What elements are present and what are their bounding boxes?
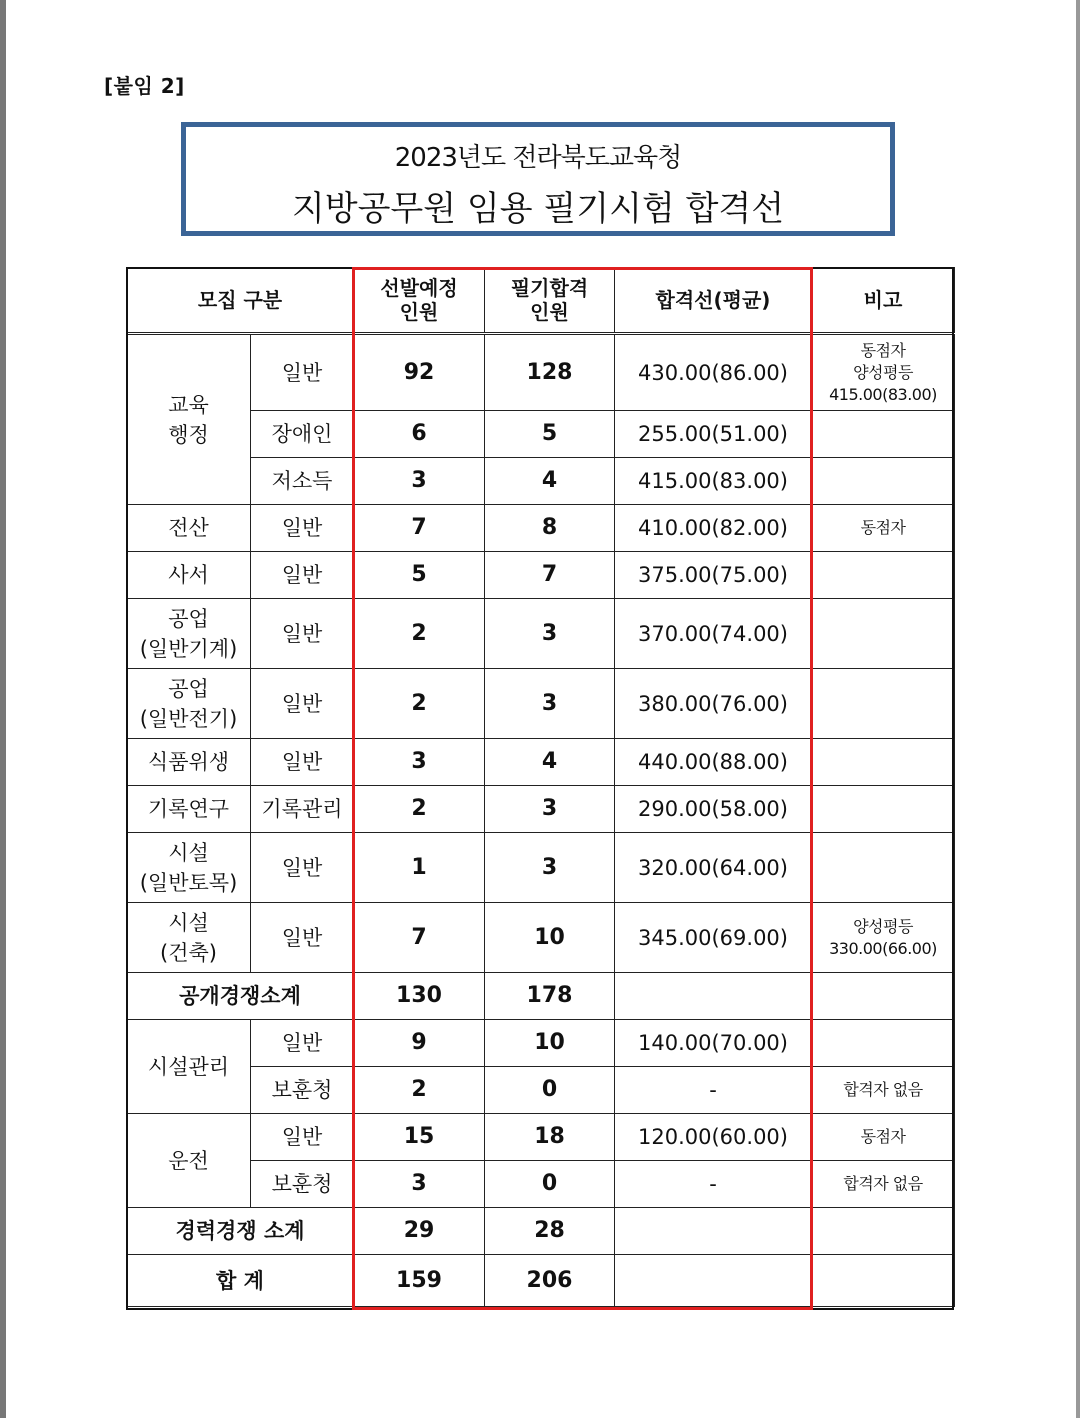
planned-count: 2 [354,669,485,739]
passed-count: 28 [485,1208,615,1255]
category-group: 시설관리 [127,1020,251,1114]
category-group: 시설 (일반토목) [127,833,251,903]
header-cutoff: 합격선(평균) [615,268,812,334]
planned-count: 130 [354,973,485,1020]
category-type: 보훈청 [251,1067,354,1114]
planned-count: 3 [354,1161,485,1208]
remark [812,552,955,599]
cutoff-score: 345.00(69.00) [615,903,812,973]
subtotal-row [127,973,955,1020]
remark [812,411,955,458]
passed-count: 3 [485,599,615,669]
subtotal-label: 경력경쟁 소계 [127,1208,354,1255]
passed-count: 3 [485,833,615,903]
remark: 양성평등 330.00(66.00) [812,903,955,973]
title-box [181,122,895,236]
category-type: 일반 [251,505,354,552]
category-type: 일반 [251,669,354,739]
remark [812,786,955,833]
cutoff-score: 255.00(51.00) [615,411,812,458]
passed-count: 206 [485,1255,615,1307]
remark [812,458,955,505]
planned-count: 3 [354,458,485,505]
passed-count: 10 [485,903,615,973]
passed-count: 3 [485,786,615,833]
page-right-edge [1076,0,1080,1418]
passed-count: 4 [485,739,615,786]
attachment-label: [붙임 2] [104,74,185,98]
remark: 동점자 [812,505,955,552]
planned-count: 6 [354,411,485,458]
category-type: 일반 [251,739,354,786]
cutoff-score: 140.00(70.00) [615,1020,812,1067]
category-type: 보훈청 [251,1161,354,1208]
table-row [127,505,955,552]
cutoff-score: 120.00(60.00) [615,1114,812,1161]
category-type: 일반 [251,903,354,973]
passed-count: 8 [485,505,615,552]
passed-count: 178 [485,973,615,1020]
category-group: 식품위생 [127,739,251,786]
passed-count: 128 [485,334,615,411]
cutoff-score: 415.00(83.00) [615,458,812,505]
planned-count: 2 [354,599,485,669]
remark [812,833,955,903]
planned-count: 9 [354,1020,485,1067]
passed-count: 5 [485,411,615,458]
category-group: 사서 [127,552,251,599]
subtotal-row [127,1255,955,1307]
header-remark: 비고 [812,268,955,334]
remark [812,1255,955,1307]
table-row [127,334,955,411]
table-row [127,1067,955,1114]
category-type: 일반 [251,552,354,599]
table-row [127,552,955,599]
category-type: 일반 [251,1020,354,1067]
cutoff-score: - [615,1067,812,1114]
cutoff-score: 430.00(86.00) [615,334,812,411]
table-row [127,411,955,458]
planned-count: 7 [354,505,485,552]
remark: 동점자 [812,1114,955,1161]
category-group: 기록연구 [127,786,251,833]
category-type: 일반 [251,1114,354,1161]
cutoff-score: 375.00(75.00) [615,552,812,599]
cutoff-table [126,267,955,1307]
header-passed: 필기합격 인원 [485,268,615,334]
remark [812,1208,955,1255]
subtotal-row [127,1208,955,1255]
title-year-agency: 2023년도 전라북도교육청 [394,143,682,173]
passed-count: 0 [485,1067,615,1114]
planned-count: 2 [354,786,485,833]
planned-count: 92 [354,334,485,411]
planned-count: 159 [354,1255,485,1307]
title-main: 지방공무원 임용 필기시험 합격선 [291,189,785,229]
cutoff-score: 380.00(76.00) [615,669,812,739]
category-type: 기록관리 [251,786,354,833]
category-type: 일반 [251,334,354,411]
subtotal-label: 합 계 [127,1255,354,1307]
planned-count: 7 [354,903,485,973]
header-category: 모집 구분 [127,268,354,334]
cutoff-score: 370.00(74.00) [615,599,812,669]
cutoff-score: - [615,1161,812,1208]
category-type: 장애인 [251,411,354,458]
table-row [127,458,955,505]
planned-count: 15 [354,1114,485,1161]
cutoff-score [615,1208,812,1255]
category-group: 교육 행정 [127,334,251,505]
table-row [127,833,955,903]
cutoff-score [615,1255,812,1307]
passed-count: 10 [485,1020,615,1067]
cutoff-score [615,973,812,1020]
table-row [127,786,955,833]
header-planned: 선발예정 인원 [354,268,485,334]
header-row [127,268,955,334]
cutoff-score: 320.00(64.00) [615,833,812,903]
table-row [127,903,955,973]
passed-count: 7 [485,552,615,599]
remark [812,739,955,786]
remark: 동점자 양성평등 415.00(83.00) [812,334,955,411]
table-row [127,739,955,786]
page-left-edge [0,0,6,1418]
category-type: 일반 [251,833,354,903]
table-row [127,1020,955,1067]
category-group: 시설 (건축) [127,903,251,973]
planned-count: 5 [354,552,485,599]
table-row [127,1161,955,1208]
planned-count: 1 [354,833,485,903]
category-group: 공업 (일반전기) [127,669,251,739]
remark [812,973,955,1020]
passed-count: 4 [485,458,615,505]
planned-count: 3 [354,739,485,786]
category-group: 공업 (일반기계) [127,599,251,669]
category-type: 저소득 [251,458,354,505]
table-row [127,1114,955,1161]
category-type: 일반 [251,599,354,669]
passed-count: 18 [485,1114,615,1161]
cutoff-score: 410.00(82.00) [615,505,812,552]
cutoff-score: 440.00(88.00) [615,739,812,786]
remark: 합격자 없음 [812,1161,955,1208]
category-group: 운전 [127,1114,251,1208]
table-row [127,599,955,669]
remark [812,599,955,669]
planned-count: 2 [354,1067,485,1114]
remark: 합격자 없음 [812,1067,955,1114]
subtotal-label: 공개경쟁소계 [127,973,354,1020]
passed-count: 0 [485,1161,615,1208]
passed-count: 3 [485,669,615,739]
category-group: 전산 [127,505,251,552]
planned-count: 29 [354,1208,485,1255]
table-row [127,669,955,739]
remark [812,1020,955,1067]
remark [812,669,955,739]
cutoff-score: 290.00(58.00) [615,786,812,833]
